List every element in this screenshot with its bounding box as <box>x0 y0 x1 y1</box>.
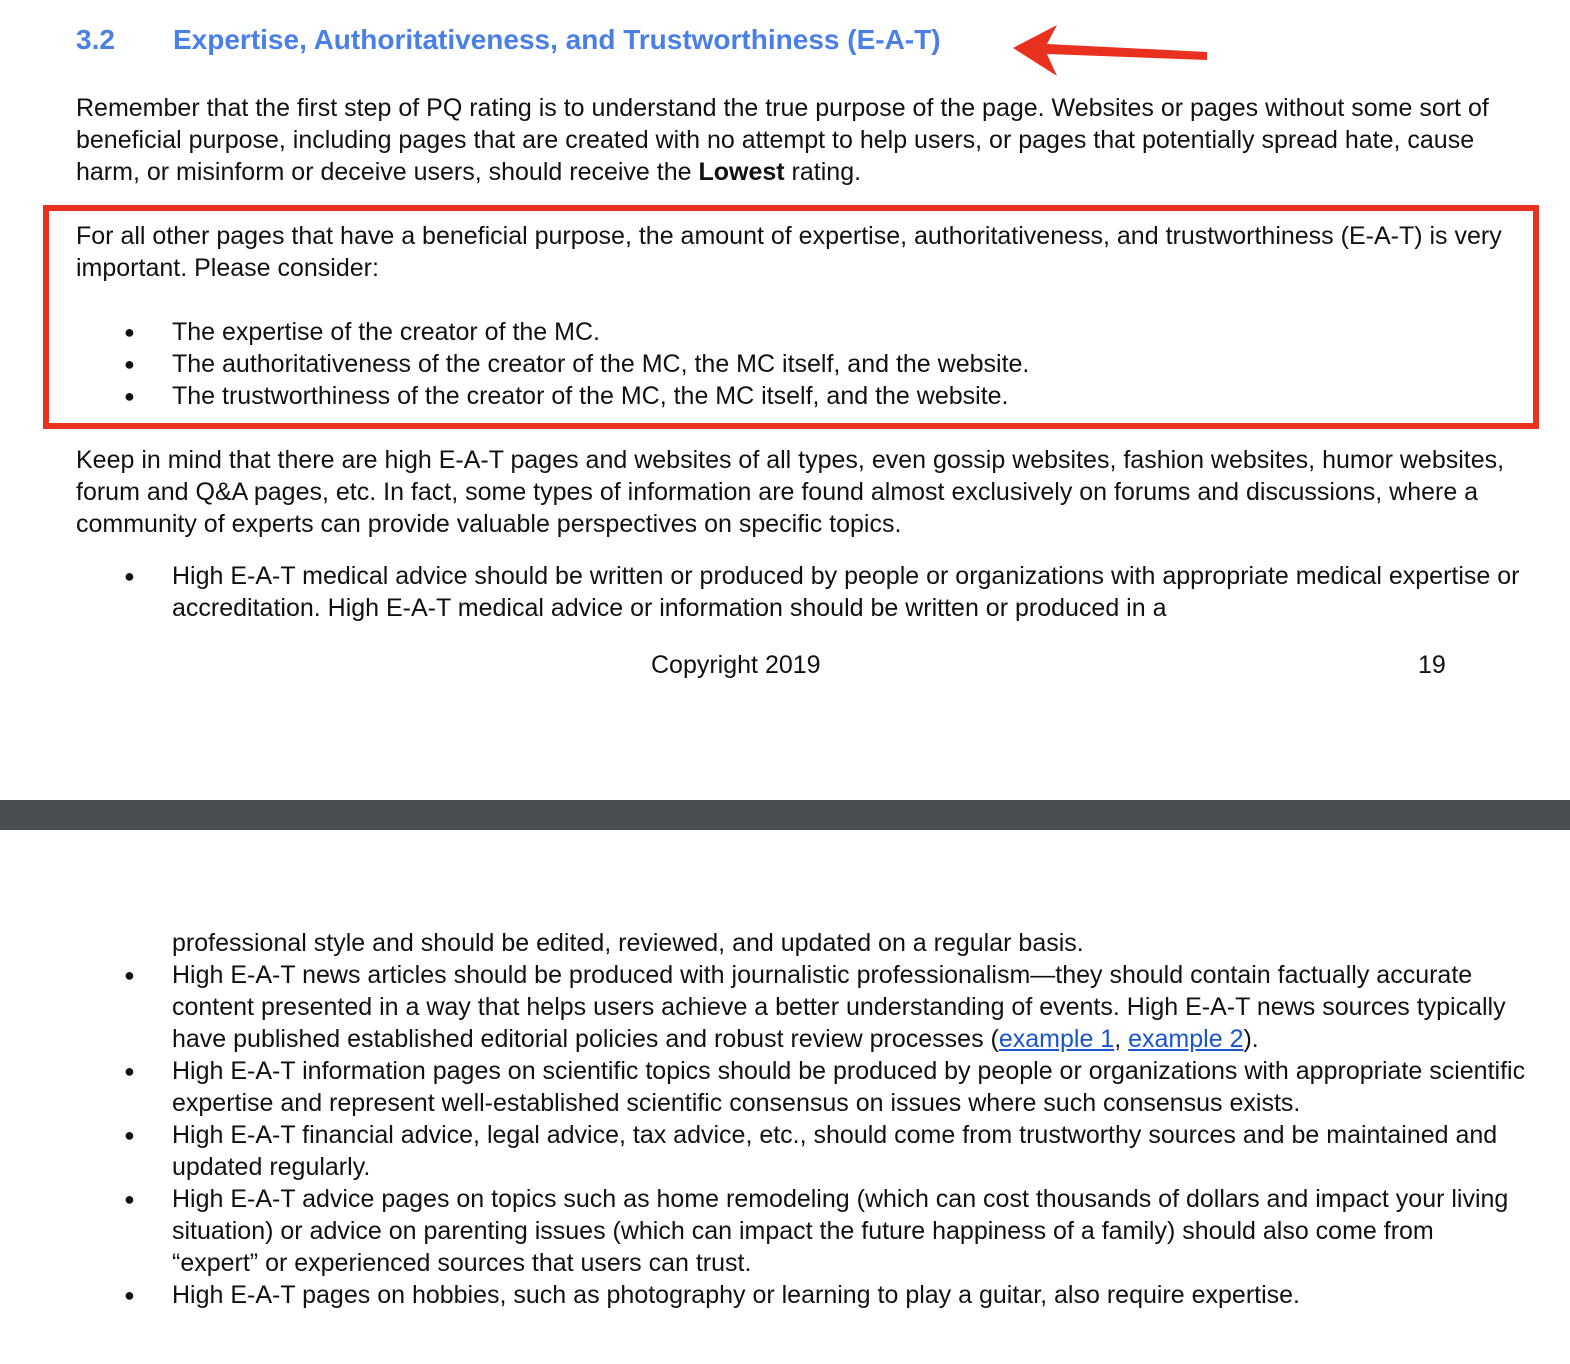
section-title: Expertise, Authoritativeness, and Trustworthiness (E-A-T) <box>173 24 941 55</box>
section-number: 3.2 <box>76 24 115 55</box>
intro-bold-lowest: Lowest <box>698 158 785 186</box>
list-item: ● High E-A-T advice pages on topics such as home remodeling (which can cost thousands of dollars and impact your living situation) or advice on parenting issues (which can impact the future happiness of a family) should also come from “expert” or experienced sources that users can trust. <box>76 1183 1526 1279</box>
example-2-link[interactable]: example 2 <box>1128 1025 1244 1053</box>
document-page-20 <box>0 830 1570 1364</box>
list-item: ● High E-A-T financial advice, legal advice, tax advice, etc., should come from trustworthy sources and be maintained and updated regularly. <box>76 1119 1526 1183</box>
keep-in-mind-paragraph: Keep in mind that there are high E-A-T pages and websites of all types, even gossip websites, fashion websites, humor websites, forum and Q&A pages, etc. In fact, some types of information are found almost exclusively on forums and discussions, where a community of experts can provide valuable perspectives on specific topics. <box>76 446 1505 538</box>
list-item-continuation: professional style and should be edited, reviewed, and updated on a regular basis. <box>172 929 1084 957</box>
medical-bullet-list <box>76 560 1526 624</box>
list-item: ● High E-A-T medical advice should be written or produced by people or organizations with appropriate medical expertise or accreditation. High E-A-T medical advice or information should be written or produced in a <box>76 560 1526 624</box>
list-item-news <box>76 959 1526 1055</box>
highlighted-bullet-list <box>76 316 1526 412</box>
list-item: ● High E-A-T information pages on scientific topics should be produced by people or organizations with appropriate scientific expertise and represent well-established scientific consensus on issues where such consensus exists. <box>76 1055 1526 1119</box>
list-item: ● High E-A-T pages on hobbies, such as photography or learning to play a guitar, also require expertise. <box>76 1279 1526 1311</box>
link-separator: , <box>1114 1025 1129 1053</box>
list-item: ● The expertise of the creator of the MC. <box>76 316 1526 348</box>
highlighted-paragraph: For all other pages that have a beneficial purpose, the amount of expertise, authoritativeness, and trustworthiness (E-A-T) is very important. Please consider: <box>76 222 1502 282</box>
news-text-end: ). <box>1243 1025 1259 1053</box>
page-separator <box>0 800 1570 830</box>
footer-copyright: Copyright 2019 <box>651 651 821 679</box>
intro-text-end: rating. <box>784 158 862 186</box>
red-arrow-annotation-icon <box>1005 20 1215 80</box>
list-item: ● The authoritativeness of the creator of the MC, the MC itself, and the website. <box>76 348 1526 380</box>
intro-paragraph <box>76 92 1521 188</box>
bullet-list-continued <box>76 927 1526 1311</box>
section-heading <box>76 22 941 58</box>
news-text: High E-A-T news articles should be produced with journalistic professionalism—they should contain factually accurate content presented in a way that helps users achieve a better understanding of events. High E-A-T news sources typically have published established editorial policies and robust review processes ( <box>172 961 1506 1053</box>
footer-page-number: 19 <box>1418 651 1446 679</box>
intro-text: Remember that the first step of PQ rating is to understand the true purpose of the page. Websites or pages without some sort of beneficial purpose, including pages that are created with no attempt to help users, or pages that potentially spread hate, cause harm, or misinform or deceive users, should receive the <box>76 94 1489 186</box>
example-1-link[interactable]: example 1 <box>998 1025 1115 1053</box>
list-item: ● The trustworthiness of the creator of the MC, the MC itself, and the website. <box>76 380 1526 412</box>
